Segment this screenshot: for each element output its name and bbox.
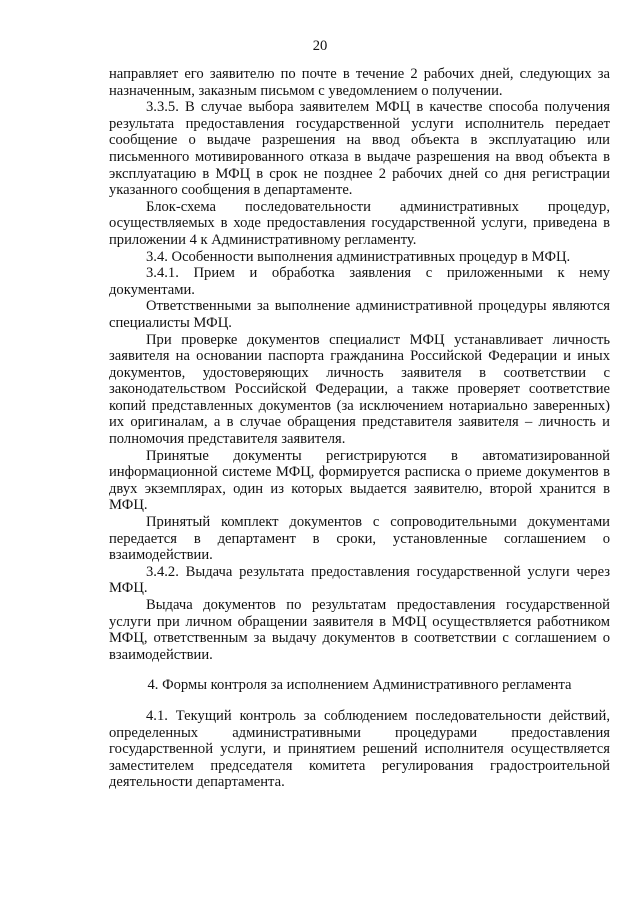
paragraph-registration: Принятые документы регистрируются в автоматизированной информационной системе МФЦ, формируется расписка о приеме документов в двух экземплярах, один из которых выдается заявителю, второй хранится в МФЦ. [109, 447, 610, 514]
paragraph-3-4-2: 3.4.2. Выдача результата предоставления государственной услуги через МФЦ. [109, 563, 610, 597]
paragraph-continuation: направляет его заявителю по почте в течение 2 рабочих дней, следующих за назначенным, заказным письмом с уведомлением о получении. [109, 66, 610, 99]
paragraph-3-4-1: 3.4.1. Прием и обработка заявления с приложенными к нему документами. [109, 265, 610, 298]
paragraph-4-1: 4.1. Текущий контроль за соблюдением последовательности действий, определенных административными процедурами предоставления государственной услуги, и принятием решений исполнителя осуществляется заместителем председателя комитета регулирования градостроительной деятельности департамента. [109, 707, 610, 791]
paragraph-3-4: 3.4. Особенности выполнения административных процедур в МФЦ. [146, 248, 571, 265]
document-body [109, 66, 610, 791]
paragraph-responsible: Ответственными за выполнение административной процедуры являются специалисты МФЦ. [109, 298, 610, 331]
paragraph-transfer: Принятый комплект документов с сопроводительными документами передается в департамент в сроки, установленные соглашением о взаимодействии. [109, 514, 610, 564]
paragraph-document-check: При проверке документов специалист МФЦ устанавливает личность заявителя на основании паспорта гражданина Российской Федерации и иных документов, удостоверяющих личность заявителя в соответствии с законодательством Российской Федерации, а также проверяет соответствие копий представленных документов (за исключением нотариально заверенных) их оригиналам, а в случае обращения представителя заявителя – личность и полномочия представителя заявителя. [109, 331, 610, 448]
paragraph-3-3-5: 3.3.5. В случае выбора заявителем МФЦ в качестве способа получения результата предоставления государственной услуги исполнитель передает сообщение о выдаче разрешения на ввод объекта в эксплуатацию или письменного мотивированного отказа в выдаче разрешения на ввод объекта в эксплуатацию в МФЦ в срок не позднее 2 рабочих дней со дня регистрации указанного сообщения в департаменте. [109, 99, 610, 199]
page-number: 20 [312, 38, 328, 54]
paragraph-block-scheme: Блок-схема последовательности административных процедур, осуществляемых в ходе предоставления государственной услуги, приведена в приложении 4 к Административному регламенту. [109, 198, 610, 248]
section-heading-4: 4. Формы контроля за исполнением Административного регламента [147, 677, 572, 694]
paragraph-issuance: Выдача документов по результатам предоставления государственной услуги при личном обращении заявителя в МФЦ осуществляется работником МФЦ, ответственным за выдачу документов в соответствии с соглашением о взаимодействии. [109, 597, 610, 663]
